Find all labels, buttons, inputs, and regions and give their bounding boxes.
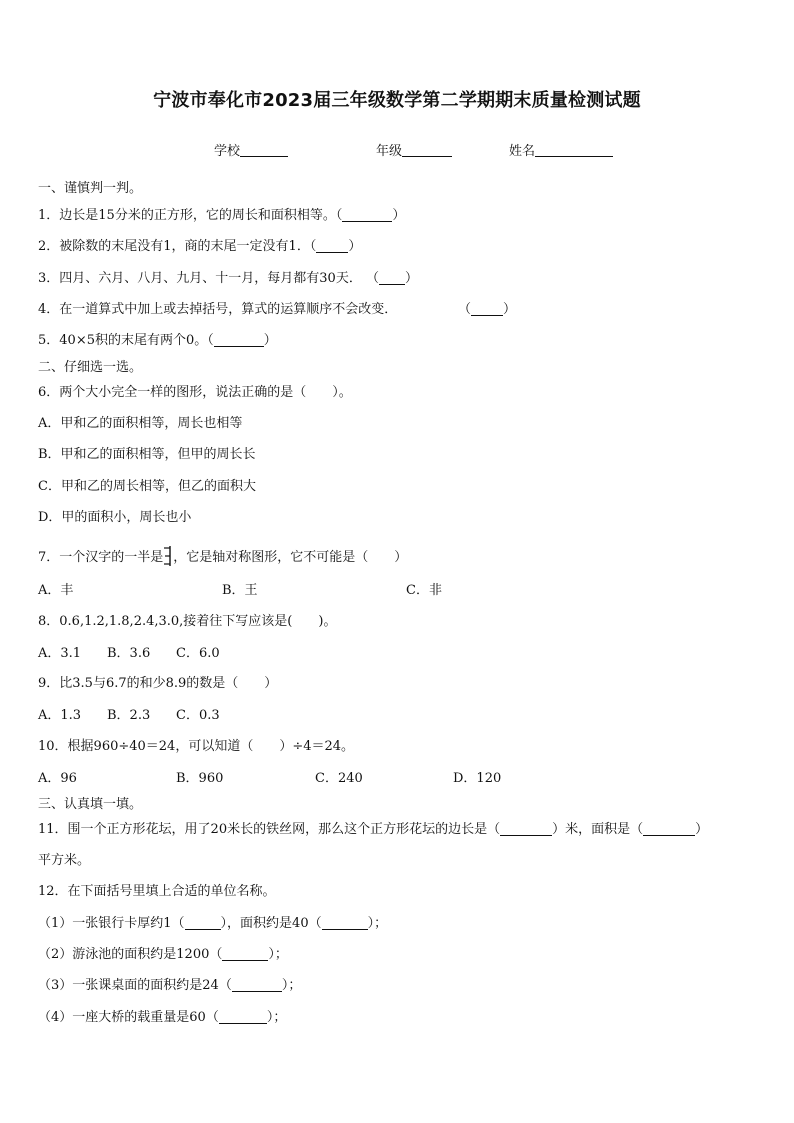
question-5-text: 5．40×5积的末尾有两个0。（ bbox=[38, 333, 214, 348]
grade-label: 年级 bbox=[376, 144, 403, 159]
question-9-option-c[interactable]: C．0.3 bbox=[176, 708, 220, 723]
question-8-option-a[interactable]: A．3.1 bbox=[38, 646, 82, 661]
question-8-option-b[interactable]: B．3.6 bbox=[107, 646, 151, 661]
question-9-option-a[interactable]: A．1.3 bbox=[38, 708, 82, 723]
question-3-tail: ） bbox=[404, 271, 418, 286]
question-4-tail: ） bbox=[503, 302, 517, 317]
question-9-option-b[interactable]: B．2.3 bbox=[107, 708, 151, 723]
question-3 bbox=[38, 271, 418, 287]
question-2 bbox=[38, 239, 361, 255]
question-11-blank-1[interactable] bbox=[500, 822, 552, 836]
question-10-option-b[interactable]: B．960 bbox=[176, 771, 224, 786]
half-character-image bbox=[163, 545, 173, 567]
question-12-item-2: （2）游泳池的面积约是1200（ ）； bbox=[38, 947, 288, 962]
question-4 bbox=[38, 302, 397, 318]
name-blank[interactable] bbox=[535, 142, 613, 157]
question-2-tail: ） bbox=[348, 239, 362, 254]
question-10-option-c[interactable]: C．240 bbox=[315, 771, 363, 786]
question-3-text: 3．四月、六月、八月、九月、十一月，每月都有30天． （ bbox=[38, 271, 379, 286]
question-8-option-c[interactable]: C．6.0 bbox=[176, 646, 220, 661]
section-heading-2: 二、仔细选一选。 bbox=[38, 360, 143, 375]
question-9: 9．比3.5与6.7的和少8.9的数是（ ） bbox=[38, 676, 278, 691]
question-5-blank[interactable] bbox=[214, 333, 264, 347]
question-2-text: 2．被除数的末尾没有1，商的末尾一定没有1．（ bbox=[38, 239, 317, 254]
question-11-text-a: 11．围一个正方形花坛，用了20米长的铁丝网，那么这个正方形花坛的边长是（ bbox=[38, 822, 501, 837]
question-4-blank[interactable] bbox=[471, 302, 503, 316]
question-2-blank[interactable] bbox=[316, 239, 348, 253]
grade-field bbox=[376, 140, 452, 159]
question-4-text: 4．在一道算式中加上或去掉括号，算式的运算顺序不会改变． bbox=[38, 302, 398, 317]
grade-blank[interactable] bbox=[402, 142, 452, 157]
question-6: 6．两个大小完全一样的图形，说法正确的是（ ）。 bbox=[38, 385, 352, 400]
question-11 bbox=[38, 822, 708, 838]
question-11-blank-2[interactable] bbox=[643, 822, 695, 836]
section-heading-3: 三、认真填一填。 bbox=[38, 797, 143, 812]
school-field bbox=[214, 140, 288, 159]
question-7-option-b[interactable]: B．王 bbox=[222, 583, 258, 598]
question-7 bbox=[38, 545, 407, 567]
question-11-text-c: ） bbox=[695, 822, 709, 837]
question-12-1-blank-2[interactable] bbox=[322, 916, 368, 930]
question-6-option-d[interactable]: D．甲的面积小，周长也小 bbox=[38, 510, 192, 525]
question-6-option-c[interactable]: C．甲和乙的周长相等，但乙的面积大 bbox=[38, 479, 256, 494]
question-1-text: 1．边长是15分米的正方形，它的周长和面积相等。（ bbox=[38, 208, 343, 223]
question-1-blank[interactable] bbox=[342, 208, 392, 222]
question-7-text-b: ，它是轴对称图形，它不可能是（ ） bbox=[173, 550, 408, 565]
question-10: 10．根据960÷40＝24，可以知道（ ）÷4＝24。 bbox=[38, 739, 355, 754]
section-heading-1: 一、谨慎判一判。 bbox=[38, 181, 143, 196]
question-12-item-3: （3）一张课桌面的面积约是24（ ）； bbox=[38, 978, 302, 993]
question-11-text-b: ）米，面积是（ bbox=[552, 822, 644, 837]
question-10-option-a[interactable]: A．96 bbox=[38, 771, 77, 786]
question-8: 8．0.6,1.2,1.8,2.4,3.0,接着往下写应该是( )。 bbox=[38, 614, 337, 629]
question-6-option-b[interactable]: B．甲和乙的面积相等，但甲的周长长 bbox=[38, 447, 256, 462]
question-3-blank[interactable] bbox=[379, 271, 405, 285]
name-label: 姓名 bbox=[509, 144, 536, 159]
question-1 bbox=[38, 208, 405, 224]
question-5 bbox=[38, 333, 277, 349]
page-title: 宁波市奉化市2023届三年级数学第二学期期末质量检测试题 bbox=[153, 90, 641, 111]
question-7-option-c[interactable]: C．非 bbox=[406, 583, 442, 598]
question-7-option-a[interactable]: A．丰 bbox=[38, 583, 74, 598]
question-11-line-2: 平方米。 bbox=[38, 853, 91, 868]
question-12-4-blank[interactable] bbox=[219, 1010, 267, 1024]
question-12-item-1: （1）一张银行卡厚约1（ ），面积约是40（ ）； bbox=[38, 916, 388, 931]
question-12: 12．在下面括号里填上合适的单位名称。 bbox=[38, 884, 276, 899]
question-6-option-a[interactable]: A．甲和乙的面积相等，周长也相等 bbox=[38, 416, 243, 431]
question-4-paren: （ ） bbox=[458, 302, 517, 317]
school-label: 学校 bbox=[214, 144, 241, 159]
question-7-text-a: 7．一个汉字的一半是 bbox=[38, 550, 164, 565]
question-12-1-blank-1[interactable] bbox=[185, 916, 221, 930]
question-5-tail: ） bbox=[263, 333, 277, 348]
question-12-item-4: （4）一座大桥的载重量是60（ ）； bbox=[38, 1010, 287, 1025]
question-12-2-blank[interactable] bbox=[222, 947, 268, 961]
question-12-3-blank[interactable] bbox=[232, 978, 282, 992]
name-field bbox=[509, 140, 613, 159]
question-10-option-d[interactable]: D．120 bbox=[453, 771, 502, 786]
question-1-tail: ） bbox=[392, 208, 406, 223]
school-blank[interactable] bbox=[240, 142, 288, 157]
